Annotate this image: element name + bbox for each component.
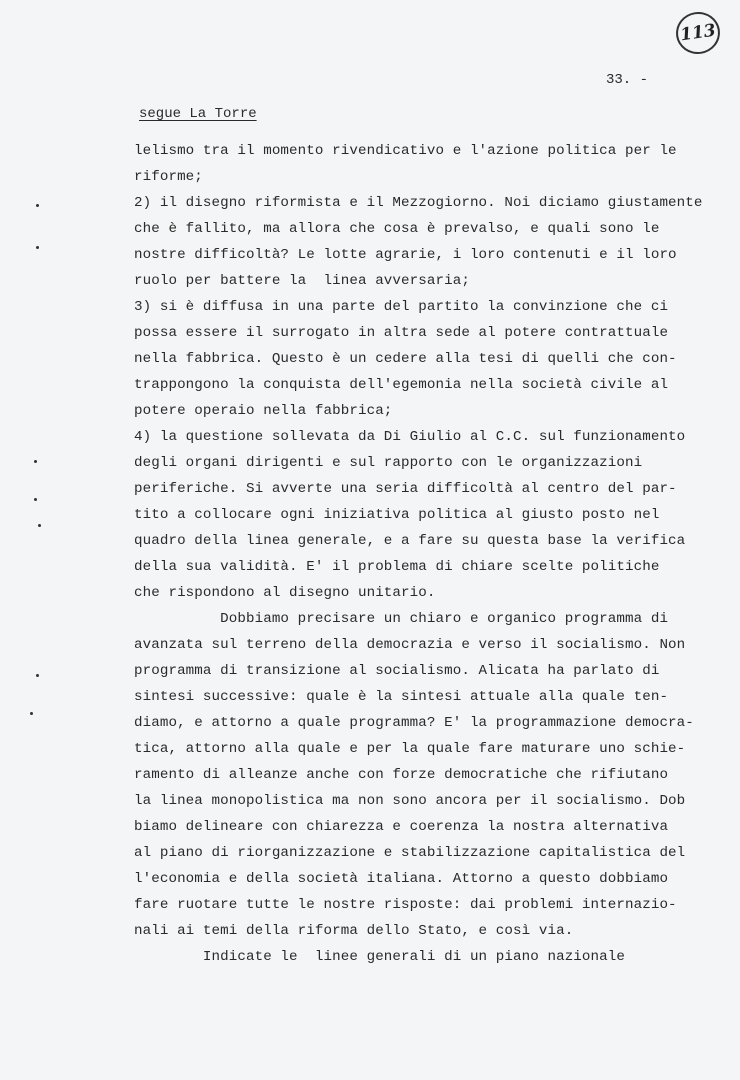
text-line: degli organi dirigenti e sul rapporto con le organizzazioni bbox=[134, 455, 643, 471]
text-line: programma di transizione al socialismo. Alicata ha parlato di bbox=[134, 663, 660, 679]
margin-mark bbox=[36, 204, 39, 207]
text-line: ramento di alleanze anche con forze democratiche che rifiutano bbox=[134, 767, 669, 783]
text-line: la linea monopolistica ma non sono ancora per il socialismo. Dob bbox=[134, 793, 686, 809]
text-line: al piano di riorganizzazione e stabilizzazione capitalistica del bbox=[134, 845, 686, 861]
text-line: potere operaio nella fabbrica; bbox=[134, 403, 393, 419]
text-line: tica, attorno alla quale e per la quale fare maturare uno schie- bbox=[134, 741, 686, 757]
text-line: Dobbiamo precisare un chiaro e organico programma di bbox=[134, 611, 669, 627]
margin-mark bbox=[34, 498, 37, 501]
text-line: che rispondono al disegno unitario. bbox=[134, 585, 436, 601]
body-text bbox=[134, 138, 734, 970]
section-heading: segue La Torre bbox=[139, 106, 257, 122]
text-line: diamo, e attorno a quale programma? E' la programmazione democra- bbox=[134, 715, 694, 731]
text-line: fare ruotare tutte le nostre risposte: dai problemi internazio- bbox=[134, 897, 677, 913]
text-line: che è fallito, ma allora che cosa è prevalso, e quali sono le bbox=[134, 221, 660, 237]
text-line: biamo delineare con chiarezza e coerenza la nostra alternativa bbox=[134, 819, 669, 835]
margin-mark bbox=[30, 712, 33, 715]
margin-mark bbox=[38, 524, 41, 527]
text-line: l'economia e della società italiana. Attorno a questo dobbiamo bbox=[134, 871, 669, 887]
text-line: ruolo per battere la linea avversaria; bbox=[134, 273, 470, 289]
text-line: nella fabbrica. Questo è un cedere alla tesi di quelli che con- bbox=[134, 351, 677, 367]
margin-mark bbox=[36, 246, 39, 249]
text-line: periferiche. Si avverte una seria difficoltà al centro del par- bbox=[134, 481, 677, 497]
text-line: 2) il disegno riformista e il Mezzogiorno. Noi diciamo giustamente bbox=[134, 195, 703, 211]
text-line: riforme; bbox=[134, 169, 203, 185]
text-line: 4) la questione sollevata da Di Giulio al C.C. sul funzionamento bbox=[134, 429, 686, 445]
margin-mark bbox=[36, 674, 39, 677]
text-line: nostre difficoltà? Le lotte agrarie, i loro contenuti e il loro bbox=[134, 247, 677, 263]
archive-stamp: 113 bbox=[673, 9, 722, 57]
text-line: tito a collocare ogni iniziativa politica al giusto posto nel bbox=[134, 507, 660, 523]
margin-mark bbox=[34, 460, 37, 463]
text-line: sintesi successive: quale è la sintesi attuale alla quale ten- bbox=[134, 689, 669, 705]
page-number: 33. - bbox=[606, 72, 649, 88]
text-line: Indicate le linee generali di un piano nazionale bbox=[134, 949, 625, 965]
text-line: della sua validità. E' il problema di chiare scelte politiche bbox=[134, 559, 660, 575]
text-line: possa essere il surrogato in altra sede al potere contrattuale bbox=[134, 325, 669, 341]
text-line: lelismo tra il momento rivendicativo e l'azione politica per le bbox=[134, 143, 677, 159]
text-line: avanzata sul terreno della democrazia e verso il socialismo. Non bbox=[134, 637, 686, 653]
text-line: nali ai temi della riforma dello Stato, e così via. bbox=[134, 923, 574, 939]
text-line: quadro della linea generale, e a fare su questa base la verifica bbox=[134, 533, 686, 549]
text-line: trappongono la conquista dell'egemonia nella società civile al bbox=[134, 377, 669, 393]
text-line: 3) si è diffusa in una parte del partito la convinzione che ci bbox=[134, 299, 669, 315]
